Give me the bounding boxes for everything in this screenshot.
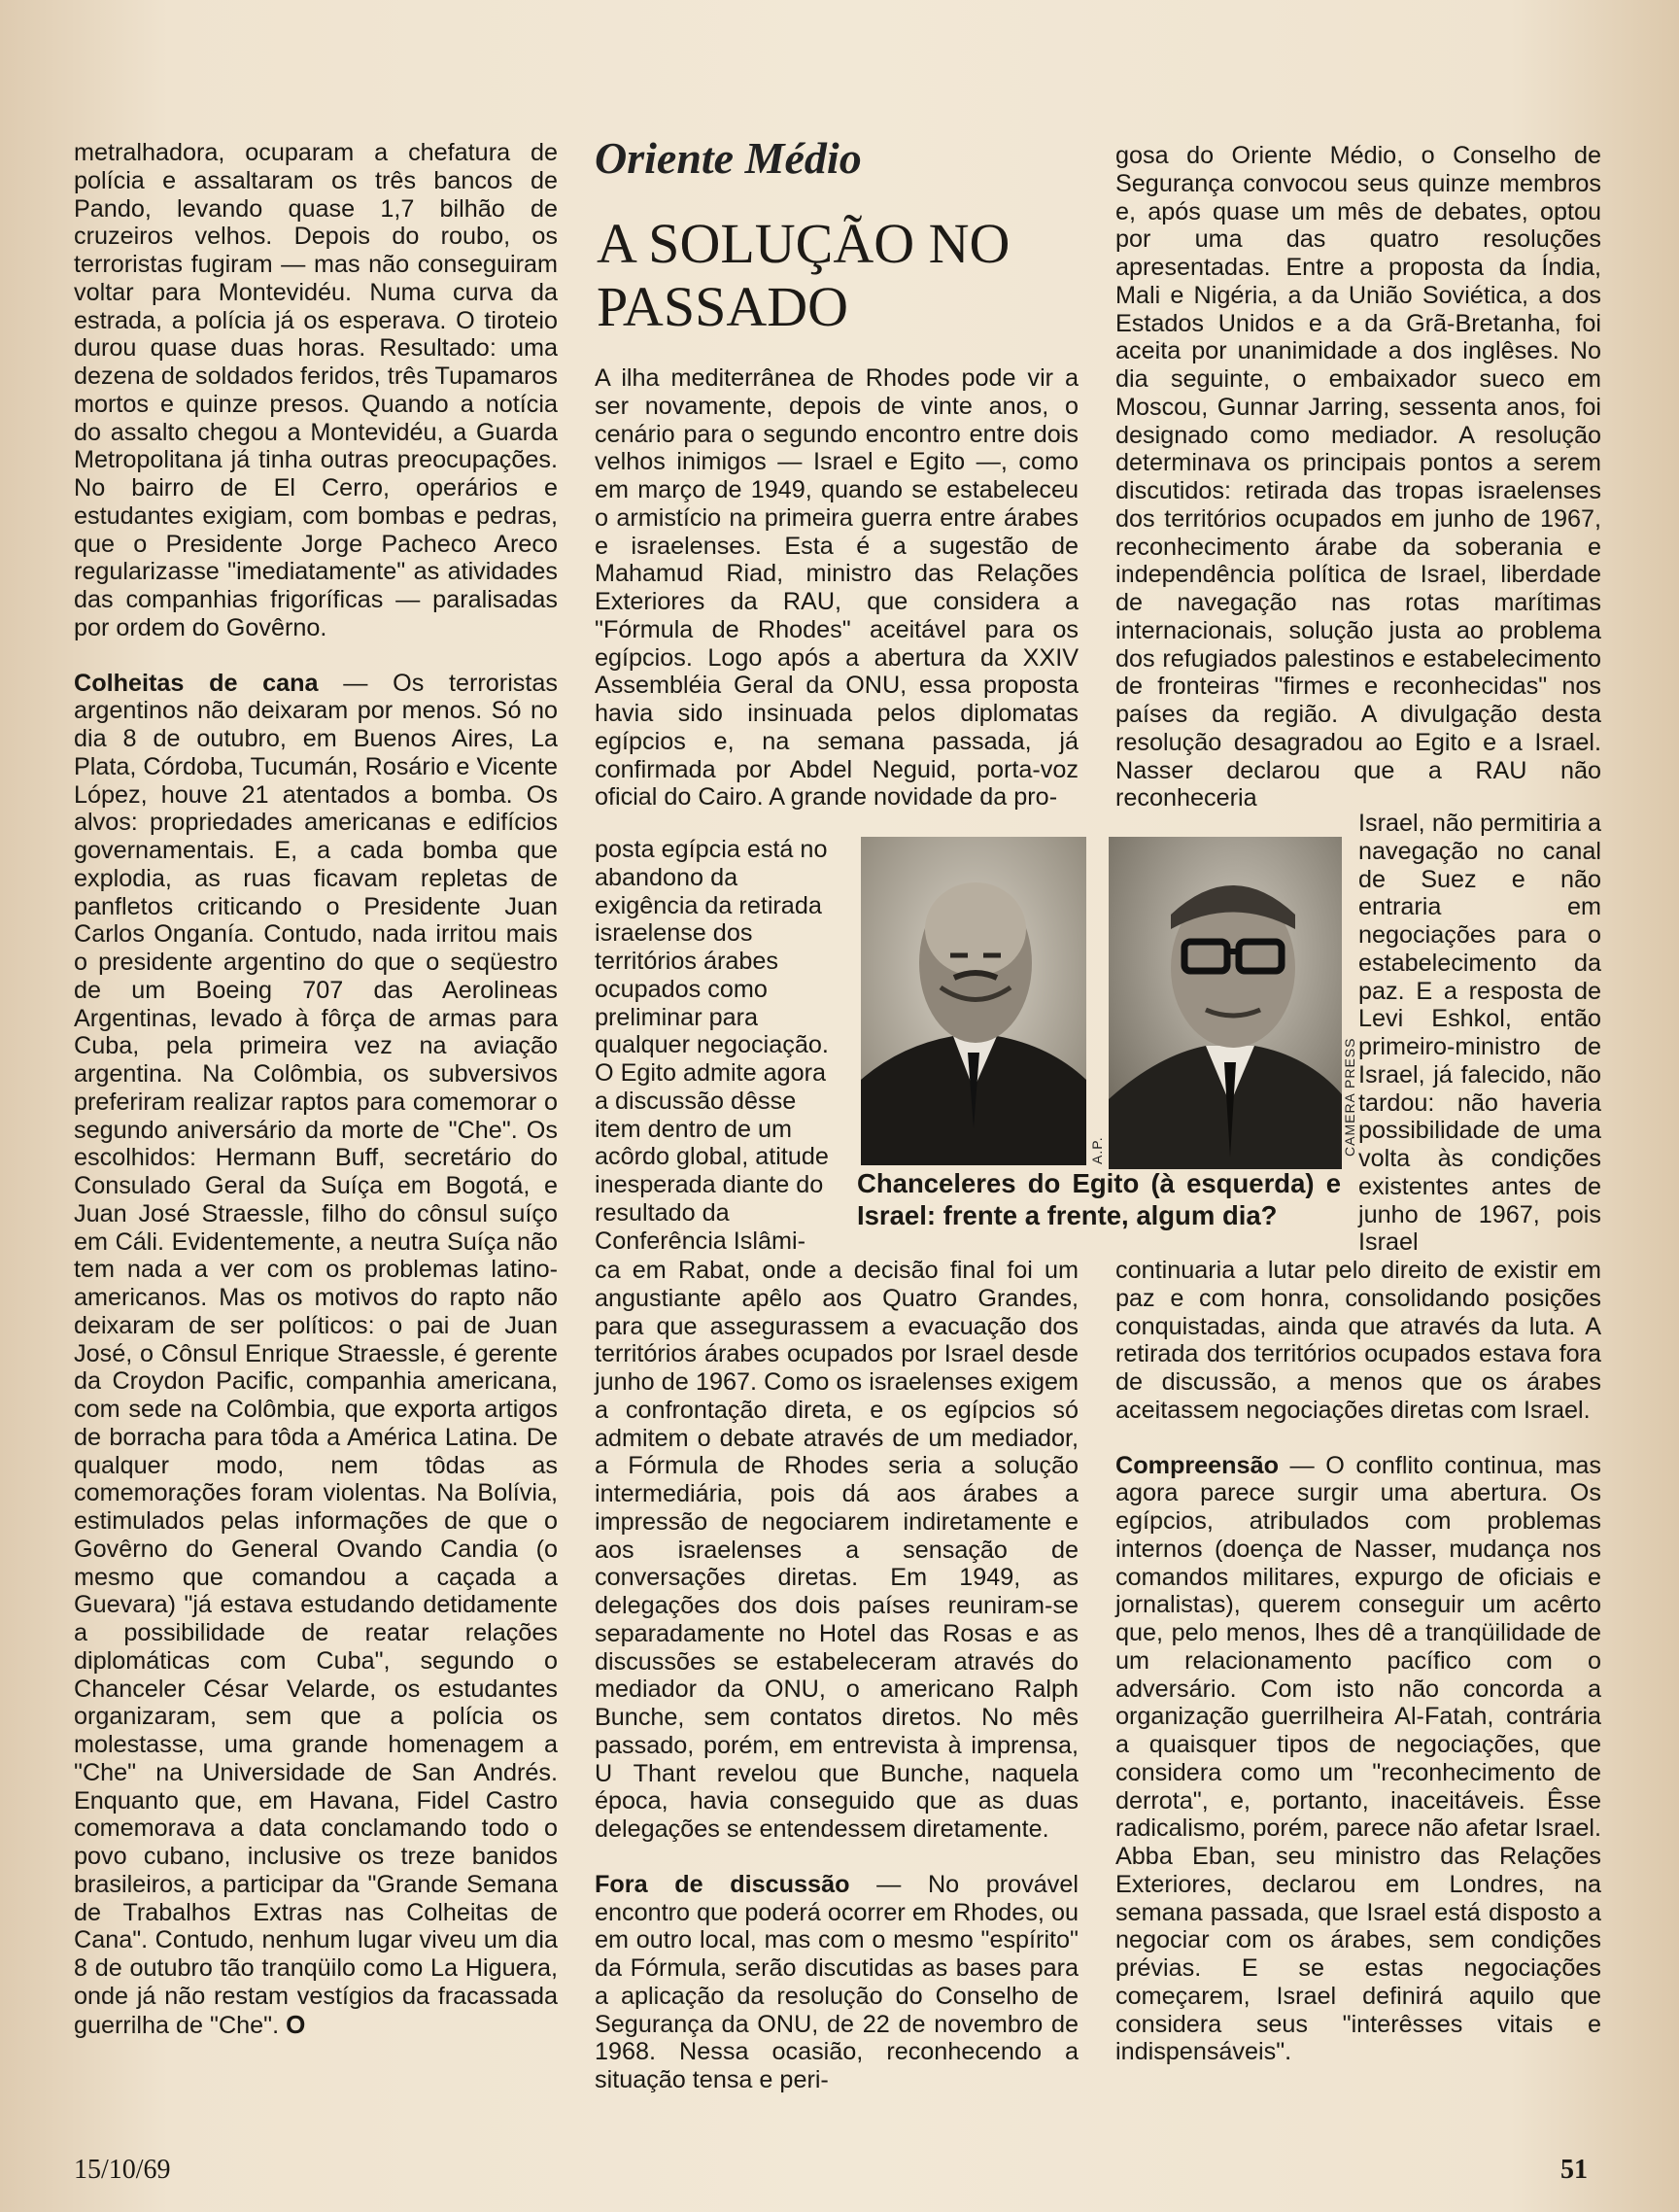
end-mark: O [286,2009,306,2039]
paragraph-text: — Os terroristas argentinos não deixaram por menos. Só no dia 8 de outubro, em Buenos Aires, La Plata, Córdoba, Tucumán, Rosário e Vicente López, houve 21 atentados a bomba. Os alvos: propriedades americanas e edifícios governamentais. E, a cada bomba que explodia, as ruas ficavam repletas de panfletos criticando o Presidente Juan Carlos Onganía. Contudo, nada irritou mais o presidente argentino do que o seqüestro de um Boeing 707 das Aerolineas Argentinas, levado à fôrça de armas para Cuba, pela primeira vez na aviação argentina. Na Colômbia, os subversivos preferiram realizar raptos para comemorar o segundo aniversário da morte de "Che". Os escolhidos: Hermann Buff, secretário do Consulado Geral da Suíça em Bogotá, e Juan José Straessle, filho do cônsul suíço em Cáli. Evidentemente, a neutra Suíça não tem nada a ver com os problemas latino-americanos. Mas os motivos do rapto não deixaram de ser políticos: o pai de Juan José, o Cônsul Enrique Straessle, é gerente da Croydon Pacific, companhia americana, com sede na Colômbia, que exporta artigos de borracha para tôda a América Latina. De qualquer modo, nem tôdas as comemorações foram violentas. Na Bolívia, estimulados pelas informações de que o Govêrno do General Ovando Candia (o mesmo que comandou a caçada a Guevara) "já estava estudando detidamente a possibilidade de reatar relações diplomáticas com Cuba", segundo o Chanceler César Velarde, os estudantes organizaram, sem que a polícia os molestasse, uma grande homenagem a "Che" na Universidade de San Andrés. Enquanto que, em Havana, Fidel Castro comemorava a data conclamando todo o povo cubano, inclusive os treze banidos brasileiros, a participar da "Grande Semana de Trabalhos Extras nas Colheitas de Cana". Contudo, nenhum lugar viveu um dia 8 de outubro tão tranqüilo como La Higuera, onde já não restam vestígios da fracassada guerrilha de "Che". [74,669,558,2039]
subheading: Fora de discussão [595,1870,850,1898]
article-column-2-wrap [595,836,840,1255]
paragraph: gosa do Oriente Médio, o Conselho de Segurança convocou seus quinze membros e, após quase um mês de debates, optou por uma das quatro resoluções apresentadas. Entre a proposta da Índia, Mali e Nigéria, a da União Soviética, a dos Estados Unidos e a da Grã-Bretanha, foi aceita por unanimidade a dos inglêses. No dia seguinte, o embaixador sueco em Moscou, Gunnar Jarring, sessenta anos, foi designado como mediador. A resolução determinava os principais pontos a serem discutidos: retirada das tropas israelenses dos territórios ocupados em junho de 1967, reconhecimento árabe da soberania e independência política de Israel, liberdade de navegação nas rotas marítimas internacionais, solução justa ao problema dos refugiados palestinos e estabelecimento de fronteiras "firmes e reconhecidas" nos países da região. A divulgação desta resolução desagradou ao Egito e a Israel. Nasser declarou que a RAU não reconheceria [1115,142,1601,812]
section-title: Oriente Médio [595,133,862,183]
article-column-1 [74,139,558,2039]
paragraph [1115,1452,1601,2067]
article-column-2-top [595,364,1079,812]
paragraph: posta egípcia está no abandono da exigência da retirada israelense dos territórios árabes ocupados como preliminar para qualquer negociação. O Egito admite agora a discussão dêsse item dentro de um acôrdo global, atitude inesperada diante do resultado da Conferência Islâmi- [595,836,829,1255]
portrait-photo-egypt [861,837,1086,1165]
paragraph: continuaria a lutar pelo direito de existir em paz e com honra, consolidando posições conquistadas, ainda que através da luta. A retirada dos territórios ocupados estava fora de discussão, a menos que os árabes aceitassem negociações diretas com Israel. [1115,1257,1601,1424]
portrait-photo-israel [1109,837,1342,1169]
article-column-3-bottom [1115,1257,1601,2066]
paragraph-text: — O conflito continua, mas agora parece surgir uma abertura. Os egípcios, atribulados com problemas internos (doença de Nasser, mudança nos comandos militares, expurgo de oficiais e jornalistas), querem conseguir um acêrto que, pelo menos, lhes dê a tranqüilidade de um relacionamento pacífico com o adversário. Com isto não concorda a organização guerrilheira Al-Fatah, contrária a quaisquer tipos de negociações, que considera como um "reconhecimento de derrota", e, portanto, inaceitáveis. Êsse radicalismo, porém, parece não afetar Israel. Abba Eban, seu ministro das Relações Exteriores, declarou em Londres, na semana passada, que Israel está disposto a negociar com os árabes, sem condições prévias. E se estas negociações começarem, Israel definirá aquilo que considera seus "interêsses vitais e indispensáveis". [1115,1451,1601,2066]
photo-credit-ap: A.P. [1089,1136,1105,1164]
headline: A SOLUÇÃO NO PASSADO [597,212,1011,338]
photo-credit-camera-press: CAMERA PRESS [1342,1037,1357,1157]
paragraph: metralhadora, ocuparam a chefatura de polícia e assaltaram os três bancos de Pando, levando quase 1,7 bilhão de cruzeiros velhos. Depois do roubo, os terroristas fugiram — mas não conseguiram voltar para Montevidéu. Numa curva da estrada, a polícia já os esperava. O tiroteio durou quase duas horas. Resultado: uma dezena de soldados feridos, três Tupamaros mortos e quinze presos. Quando a notícia do assalto chegou a Montevidéu, a Guarda Metropolitana já tinha outras preocupações. No bairro de El Cerro, operários e estudantes exigiam, com bombas e pedras, que o Presidente Jorge Pacheco Areco regularizasse "imediatamente" as atividades das companhias frigoríficas — paralisadas por ordem do Govêrno. [74,139,558,641]
issue-date: 15/10/69 [74,2155,171,2185]
paragraph-text: — No provável encontro que poderá ocorrer em Rhodes, ou em outro local, mas com o mesmo "espírito" da Fórmula, serão discutidas as bases para a aplicação da resolução do Conselho de Segurança da ONU, de 22 de novembro de 1968. Nessa ocasião, reconhecendo a situação tensa e peri- [595,1870,1079,2093]
paragraph: ca em Rabat, onde a decisão final foi um angustiante apêlo aos Quatro Grandes, para que assegurassem a evacuação dos territórios árabes ocupados por Israel desde junho de 1967. Como os israelenses exigem a confrontação direta, e os egípcios só admitem o debate através de um mediador, a Fórmula de Rhodes seria a solução intermediária, pois dá aos árabes a impressão de negociarem indiretamente e aos israelenses a sensação de conversações diretas. Em 1949, as delegações dos dois países reuniram-se separadamente no Hotel das Rosas e as discussões se estabeleceram através do mediador da ONU, o americano Ralph Bunche, sem contatos diretos. No mês passado, porém, em entrevista à imprensa, U Thant revelou que Bunche, naquela época, havia conseguido que as duas delegações se entendessem diretamente. [595,1257,1079,1843]
paragraph: Israel, não permitiria a navegação no canal de Suez e não entraria em negociações para o estabelecimento da paz. E a resposta de Levi Eshkol, então primeiro-ministro de Israel, já falecido, não tardou: não haveria possibilidade de uma volta às condições existentes antes de junho de 1967, pois Israel [1358,810,1601,1257]
paragraph [74,670,558,2040]
portrait-image [861,837,1086,1165]
article-column-3-top [1115,142,1601,812]
article-column-2-bottom [595,1257,1079,2094]
subheading: Colheitas de cana [74,669,319,697]
photo-caption: Chanceleres do Egito (à esquerda) e Israel: frente a frente, algum dia? [857,1168,1341,1230]
paragraph [595,1871,1079,2094]
page-number: 51 [1560,2155,1588,2185]
subheading: Compreensão [1115,1451,1279,1479]
article-column-3-wrap [1358,810,1601,1257]
portrait-image [1109,837,1342,1169]
paragraph: A ilha mediterrânea de Rhodes pode vir a ser novamente, depois de vinte anos, o cenário para o segundo encontro entre dois velhos inimigos — Israel e Egito —, como em março de 1949, quando se estabeleceu o armistício na primeira guerra entre árabes e israelenses. Esta é a sugestão de Mahamud Riad, ministro das Relações Exteriores da RAU, que considera a "Fórmula de Rhodes" aceitável para os egípcios. Logo após a abertura da XXIV Assembléia Geral da ONU, essa proposta havia sido insinuada pelos diplomatas egípcios e, na semana passada, já confirmada por Abdel Neguid, porta-voz oficial do Cairo. A grande novidade da pro- [595,364,1079,812]
